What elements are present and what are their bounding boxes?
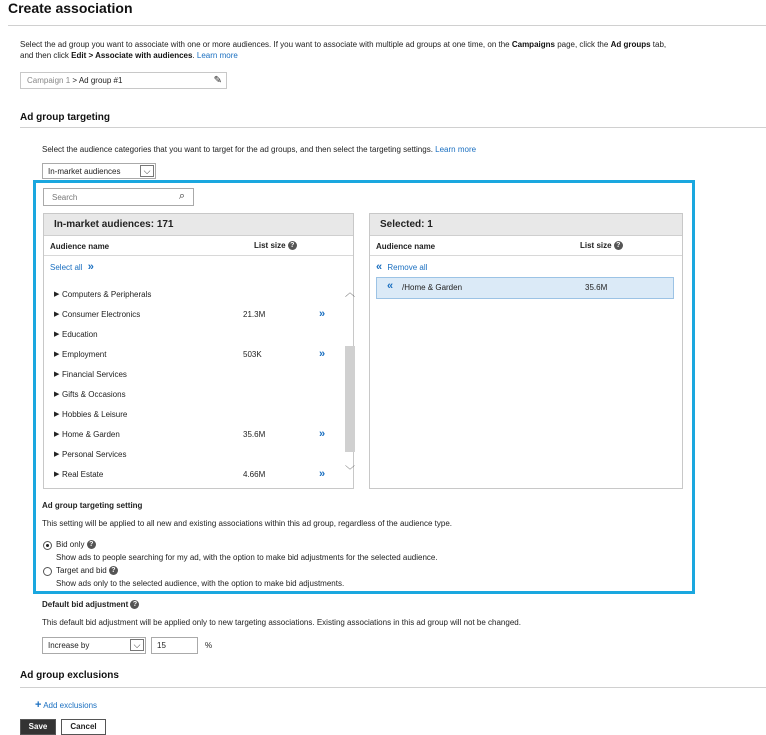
bid-unit: % (205, 641, 213, 650)
exclusions-divider (20, 687, 766, 688)
list-item[interactable] (44, 306, 339, 326)
available-col-name: Audience name (50, 242, 110, 251)
available-col-size: List size (254, 241, 286, 250)
intro-part3: tab, and then click (20, 40, 667, 60)
save-button[interactable]: Save (20, 719, 56, 735)
audience-name: Consumer Electronics (62, 310, 141, 319)
available-list-scrollbar[interactable] (344, 276, 357, 490)
intro-campaigns: Campaigns (511, 40, 555, 49)
add-audience-icon[interactable]: » (319, 308, 326, 320)
page-title: Create association (8, 0, 133, 16)
selected-col-name: Audience name (376, 242, 436, 251)
selected-col-size: List size (580, 241, 612, 250)
bid-adjustment-heading-wrap (42, 600, 139, 609)
help-icon[interactable]: ? (109, 566, 118, 575)
intro-learn-more-link[interactable]: Learn more (196, 51, 238, 60)
bid-value-input[interactable] (151, 637, 198, 654)
list-item[interactable] (44, 406, 339, 426)
chevron-down-icon: ⌵ (140, 165, 154, 177)
search-placeholder: Search (52, 193, 78, 202)
expand-triangle-icon[interactable]: ▶ (54, 471, 60, 478)
targeting-description (42, 145, 476, 154)
available-panel-title: In-market audiences: 171 (44, 214, 353, 236)
intro-edit-associate: Edit > Associate with audiences (71, 51, 193, 60)
add-exclusions-button[interactable] (35, 699, 97, 711)
expand-triangle-icon[interactable]: ▶ (54, 351, 60, 358)
audience-size: 21.3M (243, 310, 266, 319)
audience-name: Personal Services (62, 450, 127, 459)
select-all-label: Select all (50, 263, 83, 272)
selected-row[interactable] (376, 277, 674, 299)
help-icon[interactable]: ? (288, 241, 297, 250)
breadcrumb-campaign: Campaign 1 (27, 76, 71, 85)
target-and-bid-label: Target and bid (56, 566, 107, 575)
list-item-partial (44, 276, 339, 284)
selected-column-header (370, 236, 682, 256)
add-audience-icon[interactable]: » (319, 468, 326, 480)
available-audience-list (44, 276, 344, 490)
intro-text (20, 39, 670, 61)
remove-chevron-icon[interactable]: « (387, 280, 394, 292)
targeting-description-text: Select the audience categories that you want to target for the ad groups, and then select the targeting settings. (42, 145, 433, 154)
selected-audiences-panel (369, 213, 683, 489)
bid-adjustment-heading: Default bid adjustment (42, 600, 129, 609)
remove-all-label: Remove all (387, 263, 428, 272)
bid-value: 15 (157, 641, 166, 650)
target-and-bid-label-wrap (56, 566, 118, 575)
intro-part2: page, click the (554, 40, 611, 49)
bid-only-description: Show ads to people searching for my ad, with the option to make bid adjustments for the selected audience. (56, 553, 438, 562)
available-audiences-panel (43, 213, 354, 489)
expand-triangle-icon[interactable]: ▶ (54, 291, 60, 298)
help-icon[interactable]: ? (87, 540, 96, 549)
scroll-down-icon[interactable]: ﹀ (345, 466, 355, 477)
bid-only-radio[interactable] (43, 541, 52, 550)
audience-size: 503K (243, 350, 262, 359)
pencil-icon[interactable]: ✎ (213, 75, 222, 86)
audience-name: Hobbies & Leisure (62, 410, 128, 419)
expand-triangle-icon[interactable]: ▶ (54, 311, 60, 318)
cancel-button[interactable]: Cancel (61, 719, 106, 735)
title-divider (8, 25, 766, 26)
audience-category-value: In-market audiences (48, 167, 121, 176)
help-icon[interactable]: ? (130, 600, 139, 609)
targeting-setting-note: This setting will be applied to all new and existing associations within this ad group, regardless of the audience type. (42, 519, 453, 528)
intro-part1: Select the ad group you want to associate with one or more audiences. If you want to associate with multiple ad groups at one time, on the (20, 40, 512, 49)
scroll-up-icon[interactable]: ︿ (345, 288, 355, 299)
intro-ad-groups: Ad groups (610, 40, 651, 49)
target-and-bid-radio[interactable] (43, 567, 52, 576)
double-chevron-left-icon: « (376, 261, 383, 273)
breadcrumb-separator: > (70, 76, 79, 85)
expand-triangle-icon[interactable]: ▶ (54, 411, 60, 418)
audience-name: Employment (62, 350, 107, 359)
audience-name: Computers & Peripherals (62, 290, 152, 299)
selected-audience-name: /Home & Garden (402, 283, 463, 292)
expand-triangle-icon[interactable]: ▶ (54, 391, 60, 398)
expand-triangle-icon[interactable]: ▶ (54, 431, 60, 438)
expand-triangle-icon[interactable]: ▶ (54, 371, 60, 378)
audience-size: 35.6M (243, 430, 266, 439)
double-chevron-right-icon: » (87, 261, 94, 273)
bid-adjustment-note: This default bid adjustment will be applied only to new targeting associations. Existing associations in this ad group will not be changed. (42, 618, 521, 627)
bid-only-label: Bid only (56, 540, 85, 549)
audience-name: Gifts & Occasions (62, 390, 126, 399)
list-item[interactable] (44, 426, 339, 446)
selected-audience-size: 35.6M (585, 283, 608, 292)
expand-triangle-icon[interactable]: ▶ (54, 451, 60, 458)
list-item[interactable] (44, 346, 339, 366)
targeting-heading: Ad group targeting (20, 112, 110, 123)
audience-name: Home & Garden (62, 430, 120, 439)
help-icon[interactable]: ? (614, 241, 623, 250)
selected-panel-title: Selected: 1 (370, 214, 682, 236)
audience-name: Real Estate (62, 470, 104, 479)
list-item[interactable] (44, 466, 339, 486)
target-and-bid-description: Show ads only to the selected audience, with the option to make bid adjustments. (56, 579, 345, 588)
bid-only-label-wrap (56, 540, 96, 549)
chevron-down-icon: ⌵ (130, 639, 144, 651)
expand-triangle-icon[interactable]: ▶ (54, 331, 60, 338)
list-item[interactable] (44, 326, 339, 346)
audience-name: Financial Services (62, 370, 127, 379)
list-item[interactable] (44, 286, 339, 306)
targeting-setting-heading: Ad group targeting setting (42, 501, 143, 510)
intro-part4: . (192, 51, 197, 60)
audience-size: 4.66M (243, 470, 266, 479)
targeting-learn-more-link[interactable]: Learn more (435, 145, 477, 154)
audience-category-select[interactable] (42, 163, 156, 179)
list-item[interactable] (44, 386, 339, 406)
breadcrumb-ad-group: Ad group #1 (78, 76, 123, 85)
bid-mode-select[interactable] (42, 637, 146, 654)
bid-mode-value: Increase by (48, 641, 90, 650)
select-all-button[interactable] (50, 261, 94, 273)
scrollbar-thumb[interactable] (345, 346, 355, 452)
add-audience-icon[interactable]: » (319, 348, 326, 360)
available-column-header (44, 236, 353, 256)
audience-name: Education (62, 330, 98, 339)
ad-group-picker[interactable] (20, 72, 227, 89)
plus-icon: + (35, 699, 42, 711)
exclusions-heading: Ad group exclusions (20, 670, 119, 681)
audience-search-input[interactable] (43, 188, 194, 206)
remove-all-button[interactable] (376, 261, 427, 273)
add-exclusions-label: Add exclusions (43, 701, 98, 710)
add-audience-icon[interactable]: » (319, 428, 326, 440)
list-item[interactable] (44, 446, 339, 466)
targeting-divider (20, 127, 766, 128)
search-icon[interactable]: ⌕ (178, 190, 185, 202)
list-item[interactable] (44, 366, 339, 386)
